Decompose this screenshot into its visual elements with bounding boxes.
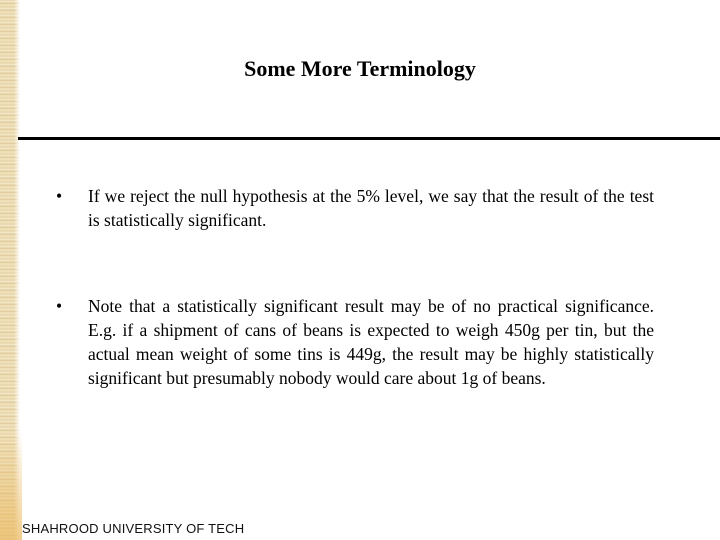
decorative-glow bbox=[0, 430, 22, 540]
slide-title: Some More Terminology bbox=[244, 56, 476, 81]
bullet-list bbox=[56, 184, 654, 390]
footer-text: SHAHROOD UNIVERSITY OF TECH bbox=[22, 521, 245, 536]
bullet-icon: • bbox=[56, 186, 63, 206]
title-divider bbox=[18, 137, 720, 140]
bullet-text: If we reject the null hypothesis at the 5% level, we say that the result of the test is statistically significant. bbox=[88, 186, 654, 230]
bullet-icon: • bbox=[56, 296, 63, 316]
bullet-text: Note that a statistically significant result may be of no practical significance. E.g. if a shipment of cans of beans is expected to weigh 450g per tin, but the actual mean weight of some tins is 449g, the result may be highly statistically significant but presumably nobody would care about 1g of beans. bbox=[88, 296, 654, 388]
bullet-item bbox=[56, 294, 654, 390]
bullet-item bbox=[56, 184, 654, 232]
